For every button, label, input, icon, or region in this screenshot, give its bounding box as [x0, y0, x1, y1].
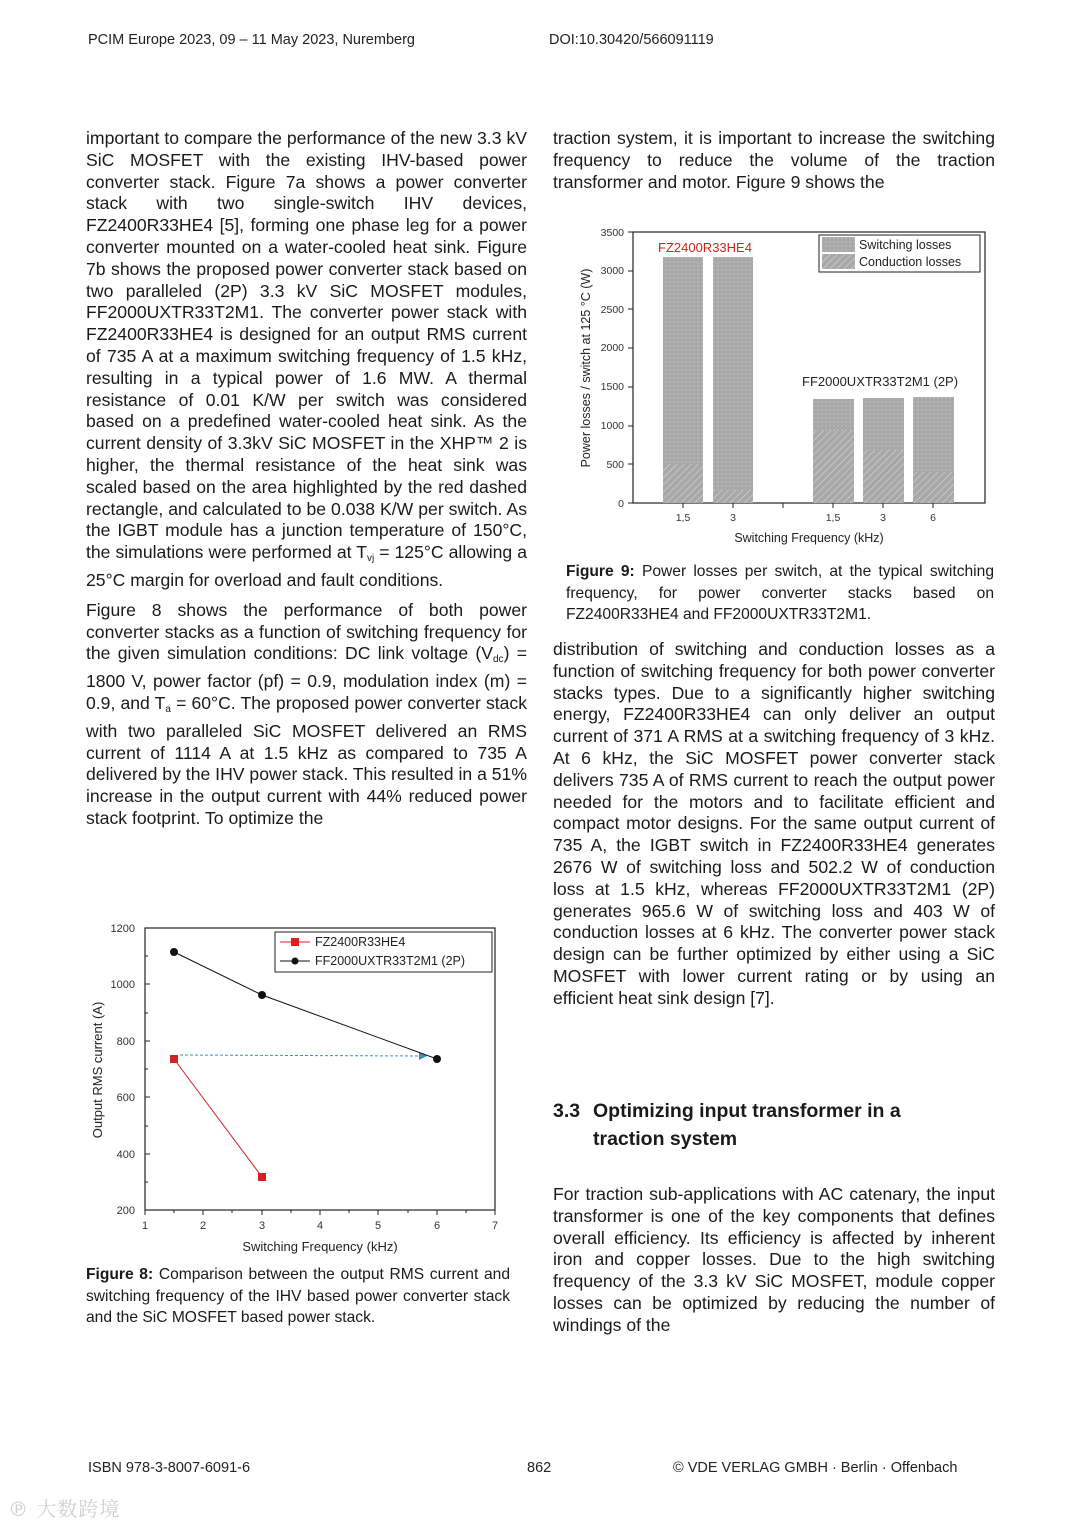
footer-page-number: 862 [527, 1460, 552, 1476]
footer-isbn: ISBN 978-3-8007-6091-6 [88, 1460, 251, 1476]
svg-text:Switching losses: Switching losses [859, 238, 952, 252]
figure8-chart [80, 915, 510, 1260]
right-paragraph-1: traction system, it is important to increase the switching frequency to reduce the volume of the traction transformer and motor. Figure 9 shows the [553, 128, 995, 192]
figure8-x-label: Switching Frequency (kHz) [242, 1239, 398, 1254]
header-doi: DOI:10.30420/566091119 [549, 32, 714, 48]
figure8-annotation-arrow [180, 1055, 420, 1056]
svg-text:800: 800 [116, 1036, 135, 1048]
svg-text:4: 4 [316, 1220, 324, 1232]
figure9-y-label: Power losses / switch at 125 °C (W) [579, 268, 593, 468]
left-paragraph-2: Figure 8 shows the performance of both power converter stacks as a function of switching frequency for the given simulation conditions: DC link voltage $(V_{dc}) = 1800$ V, power factor (pf) = 0.9, modulation index (m) = 0.9, and $T_a = 60^\circ C$. The proposed power converter stack with two paralleled SiC MOSFET delivered an RMS current of 1114 A at 1.5 kHz as compared to 735 A delivered by the IHV power stack. This resulted in a 51% increase in the output current with 44% reduced power stack footprint. To optimize the [86, 599, 528, 828]
svg-text:400: 400 [116, 1149, 135, 1161]
svg-text:5: 5 [374, 1220, 382, 1232]
figure9-group-label-sic: FF2000UXTR33T2M1 (2P) [802, 374, 959, 389]
figure8-series-ihv [174, 1059, 262, 1177]
svg-text:3000: 3000 [600, 265, 624, 277]
figure9-legend [819, 235, 980, 272]
svg-text:FF2000UXTR33T2M1 (2P): FF2000UXTR33T2M1 (2P) [315, 954, 466, 968]
figure9-bar-sic-1.5 [813, 399, 854, 503]
svg-text:1: 1 [141, 1220, 149, 1232]
figure9-group-label-ihv: FZ2400R33HE4 [658, 240, 752, 255]
svg-text:FZ2400R33HE4: FZ2400R33HE4 [315, 935, 406, 949]
svg-text:1200: 1200 [110, 923, 135, 935]
svg-text:Conduction losses: Conduction losses [859, 255, 962, 269]
right-column-top [553, 128, 995, 201]
left-column [86, 128, 527, 838]
figure9-chart [560, 220, 1000, 550]
svg-text:200: 200 [116, 1205, 135, 1217]
left-paragraph-1: important to compare the performance of the new 3.3 kV SiC MOSFET with the existing IHV-based power converter stack. Figure 7a shows a power converter stack with two single-switch IHV devices, FZ2400R33HE4 [5], forming one phase leg for a power converter mounted on a water-cooled heat sink. Figure 7b shows the proposed power converter stack based on two paralleled (2P) 3.3 kV SiC MOSFET modules, FF2000UXTR33T2M1. The converter power stack with FZ2400R33HE4 is designed for an output RMS current of 735 A at a maximum switching frequency of 1.5 kHz, resulting in a typical power of 1.6 MW. A thermal resistance of 0.01 K/W per switch was considered based on a predefined water-cooled heat sink. As the current density of 3.3kV SiC MOSFET in the XHP™ 2 is higher, the thermal resistance of the heat sink was scaled based on the area highlighted by the red dashed rectangle, and calculated to be 0.038 K/W per switch. As the IGBT module has a junction temperature of 150°C, the simulations were performed at $T_{vj} = 125^\circ C$ allowing a 25°C margin for overload and fault conditions. [86, 128, 527, 590]
figure9-x-ticks [676, 512, 936, 524]
figure9-x-label: Switching Frequency (kHz) [734, 531, 884, 545]
svg-text:1000: 1000 [110, 979, 135, 991]
svg-text:6: 6 [930, 512, 936, 524]
figure9-bar-sic-6 [913, 397, 954, 503]
section-heading: 3.3 Optimizing input transformer in a traction system [553, 1100, 901, 1150]
svg-text:7: 7 [491, 1220, 499, 1232]
watermark: ℗ 大数跨境 [8, 1497, 121, 1521]
svg-text:2500: 2500 [600, 304, 624, 316]
figure9-bar-ihv-1.5 [663, 257, 703, 503]
svg-text:500: 500 [606, 459, 624, 471]
right-paragraph-3: For traction sub-applications with AC catenary, the input transformer is one of the key components that defines overall efficiency. Its efficiency is affected by inherent iron and copper losses. Due to the high switching frequency of the 3.3 kV SiC MOSFET, module copper losses can be optimized by reducing the number of windings of the [553, 1184, 995, 1335]
svg-text:3500: 3500 [600, 227, 624, 239]
svg-text:1,5: 1,5 [675, 512, 691, 524]
svg-text:600: 600 [116, 1092, 135, 1104]
figure8-y-ticks [111, 923, 135, 1217]
figure9-y-ticks [601, 227, 625, 510]
header-conference: PCIM Europe 2023, 09 – 11 May 2023, Nuremberg [88, 32, 415, 48]
svg-text:0: 0 [618, 498, 624, 510]
svg-text:1,5: 1,5 [825, 512, 841, 524]
figure9-bar-sic-3 [863, 398, 904, 503]
figure9-caption: Figure 9: Power losses per switch, at the typical switching frequency, for power converter stacks based on FZ2400R33HE4 and FF2000UXTR33T2M1. [566, 563, 994, 623]
svg-text:1000: 1000 [600, 420, 624, 432]
svg-text:2: 2 [199, 1220, 207, 1232]
right-column-middle [553, 639, 995, 1018]
svg-text:3: 3 [730, 512, 736, 524]
figure8-legend [275, 932, 492, 972]
figure8-caption: Figure 8: Comparison between the output RMS current and switching frequency of the IHV based power converter stack and the SiC MOSFET based power stack. [86, 1266, 510, 1326]
right-column-bottom [553, 1184, 995, 1345]
figure8-x-ticks [142, 1220, 498, 1232]
footer-publisher: © VDE VERLAG GMBH · Berlin · Offenbach [673, 1460, 958, 1476]
svg-text:6: 6 [433, 1220, 441, 1232]
svg-text:1500: 1500 [600, 381, 624, 393]
right-paragraph-2: distribution of switching and conduction losses as a function of switching frequency for both power converter stacks types. Due to a significantly higher switching energy, FZ2400R33HE4 can only deliver an output current of 371 A RMS at a switching frequency of 3 kHz. At 6 kHz, the SiC MOSFET power converter stack delivers 735 A of RMS current to reach the output power needed for the motors and to facilitate efficient and compact motor designs. For the same output current of 735 A, the IGBT switch in FZ2400R33HE4 generates 2676 W of switching loss and 502.2 W of conduction loss at 1.5 kHz, whereas FF2000UXTR33T2M1 (2P) generates 965.6 W of switching loss and 403 W of conduction losses at 6 kHz. The converter power stack design can be further optimized by either using a SiC MOSFET with lower current rating or by using an efficient heat sink design [7]. [553, 639, 995, 1008]
svg-text:3: 3 [880, 512, 886, 524]
figure9-bar-ihv-3 [713, 257, 753, 503]
svg-text:3: 3 [258, 1220, 266, 1232]
watermark-logo-icon: ℗ [8, 1497, 37, 1521]
figure8-y-label: Output RMS current (A) [90, 1001, 105, 1139]
svg-text:2000: 2000 [600, 342, 624, 354]
